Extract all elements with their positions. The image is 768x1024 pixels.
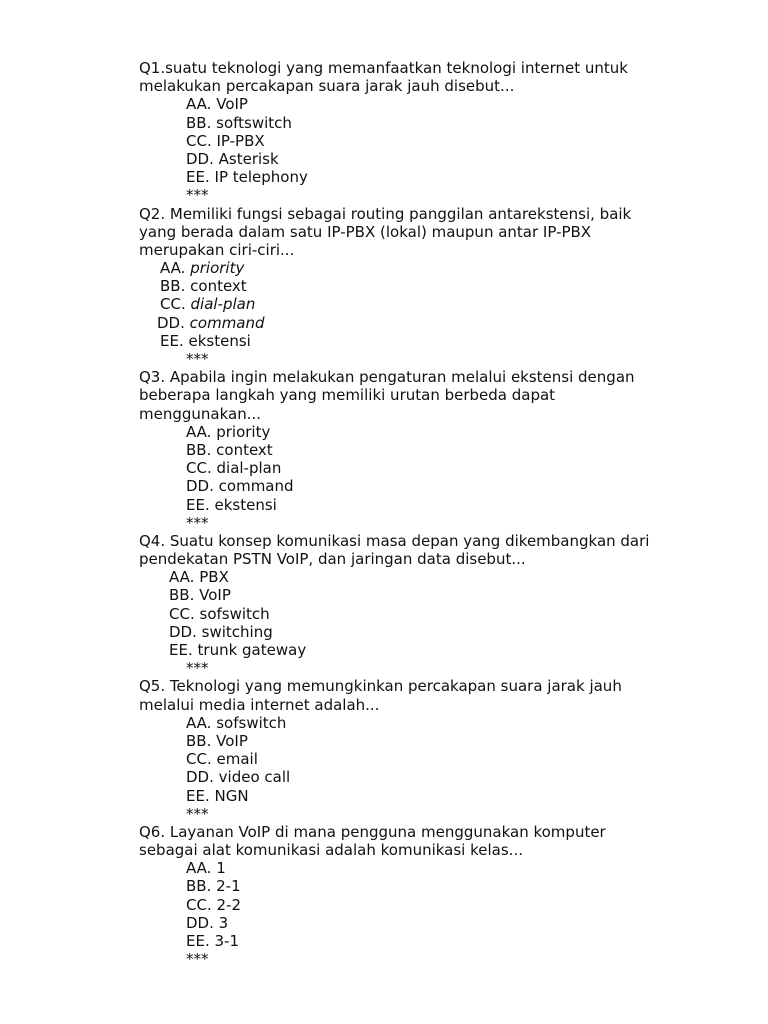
question-text: Q3. Apabila ingin melakukan pengaturan melalui ekstensi dengan bbox=[139, 368, 635, 387]
option-b: BB. softswitch bbox=[186, 113, 292, 132]
question-text: merupakan ciri-ciri... bbox=[139, 240, 295, 259]
question-text: sebagai alat komunikasi adalah komunikasi kelas... bbox=[139, 841, 523, 860]
question-3 bbox=[139, 368, 699, 532]
option-e: EE. 3-1 bbox=[186, 932, 240, 950]
option-d: DD. Asterisk bbox=[186, 149, 279, 168]
separator: *** bbox=[186, 950, 209, 969]
option-d: DD. command bbox=[157, 313, 265, 332]
separator: *** bbox=[186, 350, 209, 368]
question-text: Q6. Layanan VoIP di mana pengguna menggunakan komputer bbox=[139, 822, 606, 841]
option-b: BB. context bbox=[186, 440, 273, 459]
question-text: Q4. Suatu konsep komunikasi masa depan yang dikembangkan dari bbox=[139, 531, 650, 550]
option-b: BB. VoIP bbox=[186, 731, 248, 750]
option-a: AA. priority bbox=[186, 422, 271, 441]
separator: *** bbox=[186, 804, 209, 823]
option-a: AA. VoIP bbox=[186, 95, 248, 114]
option-e: EE. NGN bbox=[186, 786, 249, 805]
question-1 bbox=[139, 59, 699, 205]
option-e: EE. trunk gateway bbox=[169, 641, 307, 659]
option-c: CC. email bbox=[186, 750, 258, 769]
option-d: DD. 3 bbox=[186, 913, 229, 932]
option-c: CC. IP-PBX bbox=[186, 131, 265, 150]
separator: *** bbox=[186, 659, 209, 678]
question-text: melalui media internet adalah... bbox=[139, 695, 380, 714]
question-4 bbox=[139, 532, 699, 678]
separator: *** bbox=[186, 186, 209, 205]
question-2 bbox=[139, 205, 699, 369]
option-c: CC. sofswitch bbox=[169, 604, 270, 623]
separator: *** bbox=[186, 513, 209, 532]
question-text: Q1.suatu teknologi yang memanfaatkan teknologi internet untuk bbox=[139, 59, 628, 77]
question-text: melakukan percakapan suara jarak jauh disebut... bbox=[139, 77, 515, 96]
option-a: AA. priority bbox=[160, 259, 245, 278]
option-d: DD. switching bbox=[169, 622, 273, 641]
question-text: Q2. Memiliki fungsi sebagai routing panggilan antarekstensi, baik bbox=[139, 204, 632, 223]
option-c: CC. 2-2 bbox=[186, 895, 241, 914]
option-e: EE. ekstensi bbox=[186, 495, 277, 514]
option-c: CC. dial-plan bbox=[186, 459, 282, 478]
option-b: BB. VoIP bbox=[169, 586, 231, 605]
option-b: BB. context bbox=[160, 277, 247, 296]
question-text: pendekatan PSTN VoIP, dan jaringan data disebut... bbox=[139, 550, 526, 569]
question-text: yang berada dalam satu IP-PBX (lokal) maupun antar IP-PBX bbox=[139, 222, 592, 241]
option-e: EE. IP telephony bbox=[186, 168, 308, 187]
question-text: beberapa langkah yang memiliki urutan berbeda dapat bbox=[139, 386, 556, 405]
document-page bbox=[139, 59, 699, 968]
option-d: DD. command bbox=[186, 477, 294, 496]
question-6 bbox=[139, 823, 699, 969]
option-a: AA. 1 bbox=[186, 859, 226, 878]
option-a: AA. sofswitch bbox=[186, 713, 287, 732]
option-d: DD. video call bbox=[186, 768, 291, 787]
question-text: menggunakan... bbox=[139, 404, 262, 423]
option-e: EE. ekstensi bbox=[160, 331, 251, 350]
option-a: AA. PBX bbox=[169, 568, 229, 587]
option-c: CC. dial-plan bbox=[160, 295, 256, 314]
question-5 bbox=[139, 677, 699, 823]
option-b: BB. 2-1 bbox=[186, 877, 241, 896]
question-text: Q5. Teknologi yang memungkinkan percakapan suara jarak jauh bbox=[139, 677, 622, 696]
